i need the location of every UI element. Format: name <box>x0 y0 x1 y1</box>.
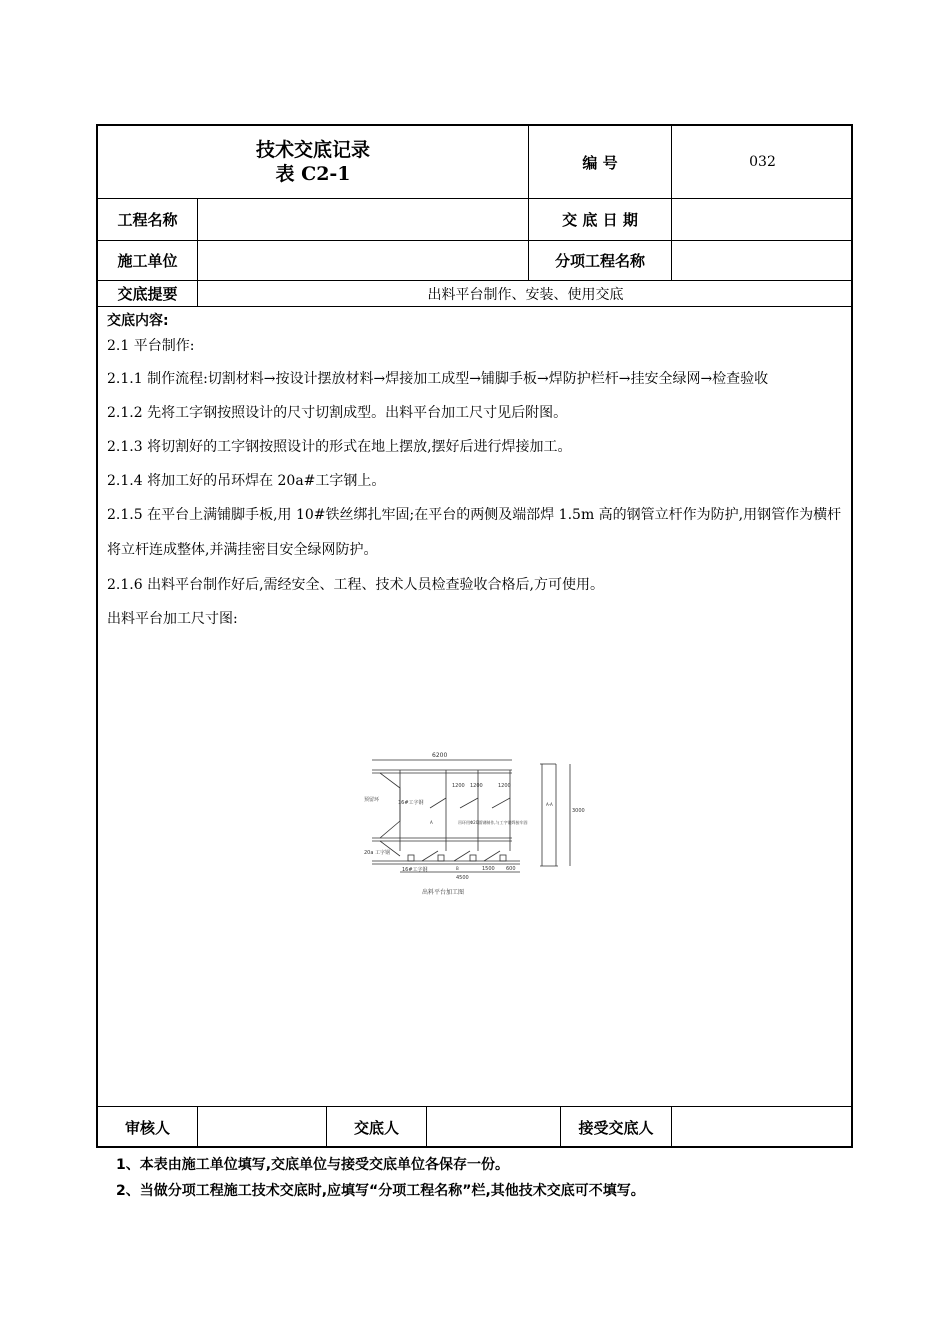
presenter-label: 交底人 <box>353 1119 399 1137</box>
dim-bottom-total: 4500 <box>456 875 469 881</box>
footnote: 1、本表由施工单位填写,交底单位与接受交底单位各保存一份。 <box>116 1157 510 1173</box>
content-paragraph: 2.1.3 将切割好的工字钢按照设计的形式在地上摆放,摆好后进行焊接加工。 <box>107 439 572 455</box>
form-title <box>98 126 528 198</box>
brace-line <box>430 798 446 808</box>
content-paragraph: 2.1.5 在平台上满铺脚手板,用 10#铁丝绑扎牢固;在平台的两侧及端部焊 1.5m 高的钢管立杆作为防护,用钢管作为横杆将立杆连成整体,并满挂密目安全绿网防护。 <box>107 507 842 558</box>
subproject-label: 分项工程名称 <box>554 252 645 270</box>
beam-20a-label: 20a 工字钢 <box>364 850 391 856</box>
label-a: A <box>430 820 433 825</box>
reviewer-label: 审核人 <box>124 1119 170 1137</box>
label-b: B <box>456 866 459 871</box>
anchor-label: 预留环 <box>364 797 380 803</box>
brace-line <box>422 851 438 861</box>
content-paragraph: 2.1.4 将加工好的吊环焊在 20a#工字钢上。 <box>107 473 386 489</box>
project-name-field[interactable] <box>198 199 528 240</box>
beam-16-label: 16#工字钢 <box>398 800 424 806</box>
receiver-field[interactable] <box>672 1107 853 1148</box>
dim-bottom-2: 600 <box>506 866 516 872</box>
lifting-ring <box>500 855 506 861</box>
dim-bottom-1: 1500 <box>482 866 495 872</box>
summary-label: 交底提要 <box>117 285 178 303</box>
title-line-2: 表 C2-1 <box>275 163 351 185</box>
summary-field[interactable]: 出料平台制作、安装、使用交底 <box>427 286 624 303</box>
platform-drawing <box>360 746 590 906</box>
project-name-label: 工程名称 <box>117 211 178 229</box>
lifting-ring <box>470 855 476 861</box>
technical-briefing-form <box>96 124 853 1148</box>
brace-line <box>454 851 470 861</box>
brace-line <box>484 851 500 861</box>
contractor-field[interactable] <box>198 241 528 280</box>
content-paragraph: 2.1.6 出料平台制作好后,需经安全、工程、技术人员检查验收合格后,方可使用。 <box>107 577 604 593</box>
ring-note: 吊环用Φ20圆钢制作,与工字钢焊接牢固 <box>458 820 528 825</box>
content-paragraph: 2.1.1 制作流程:切割材料→按设计摆放材料→焊接加工成型→铺脚手板→焊防护栏杆→挂安全绿网→检查验收 <box>107 371 769 387</box>
brace-line <box>380 773 400 838</box>
content-paragraph: 2.1 平台制作: <box>107 338 195 354</box>
date-field[interactable] <box>672 199 853 240</box>
dim-total-length: 6200 <box>432 752 448 759</box>
dim-bay-3: 1200 <box>498 783 511 789</box>
number-label: 编 号 <box>582 153 618 172</box>
dim-width: 3000 <box>572 808 585 814</box>
content-paragraph: 出料平台加工尺寸图: <box>107 611 238 627</box>
dim-bay-2: 1200 <box>470 783 483 789</box>
contractor-label: 施工单位 <box>117 252 178 270</box>
subproject-field[interactable] <box>672 241 853 280</box>
content-paragraph: 2.1.2 先将工字钢按照设计的尺寸切割成型。出料平台加工尺寸见后附图。 <box>107 405 568 421</box>
dim-bay-1: 1200 <box>452 783 465 789</box>
lifting-ring <box>408 855 414 861</box>
lifting-ring <box>438 855 444 861</box>
footnote: 2、当做分项工程施工技术交底时,应填写“分项工程名称”栏,其他技术交底可不填写。 <box>116 1183 645 1199</box>
date-label: 交 底 日 期 <box>562 211 638 229</box>
beam-16b-label: 16#工字钢 <box>402 867 428 873</box>
receiver-label: 接受交底人 <box>578 1119 654 1137</box>
content-heading: 交底内容: <box>107 313 169 329</box>
reviewer-field[interactable] <box>198 1107 326 1148</box>
drawing-caption: 出料平台加工图 <box>422 889 465 896</box>
presenter-field[interactable] <box>427 1107 560 1148</box>
title-line-1: 技术交底记录 <box>255 139 370 161</box>
brace-line <box>460 798 478 808</box>
row-divider <box>98 306 853 307</box>
number-field[interactable]: 032 <box>749 154 776 170</box>
brace-line <box>492 798 510 808</box>
briefing-content <box>107 310 852 636</box>
footnotes <box>116 1152 645 1204</box>
label-aa: A-A <box>546 802 553 807</box>
